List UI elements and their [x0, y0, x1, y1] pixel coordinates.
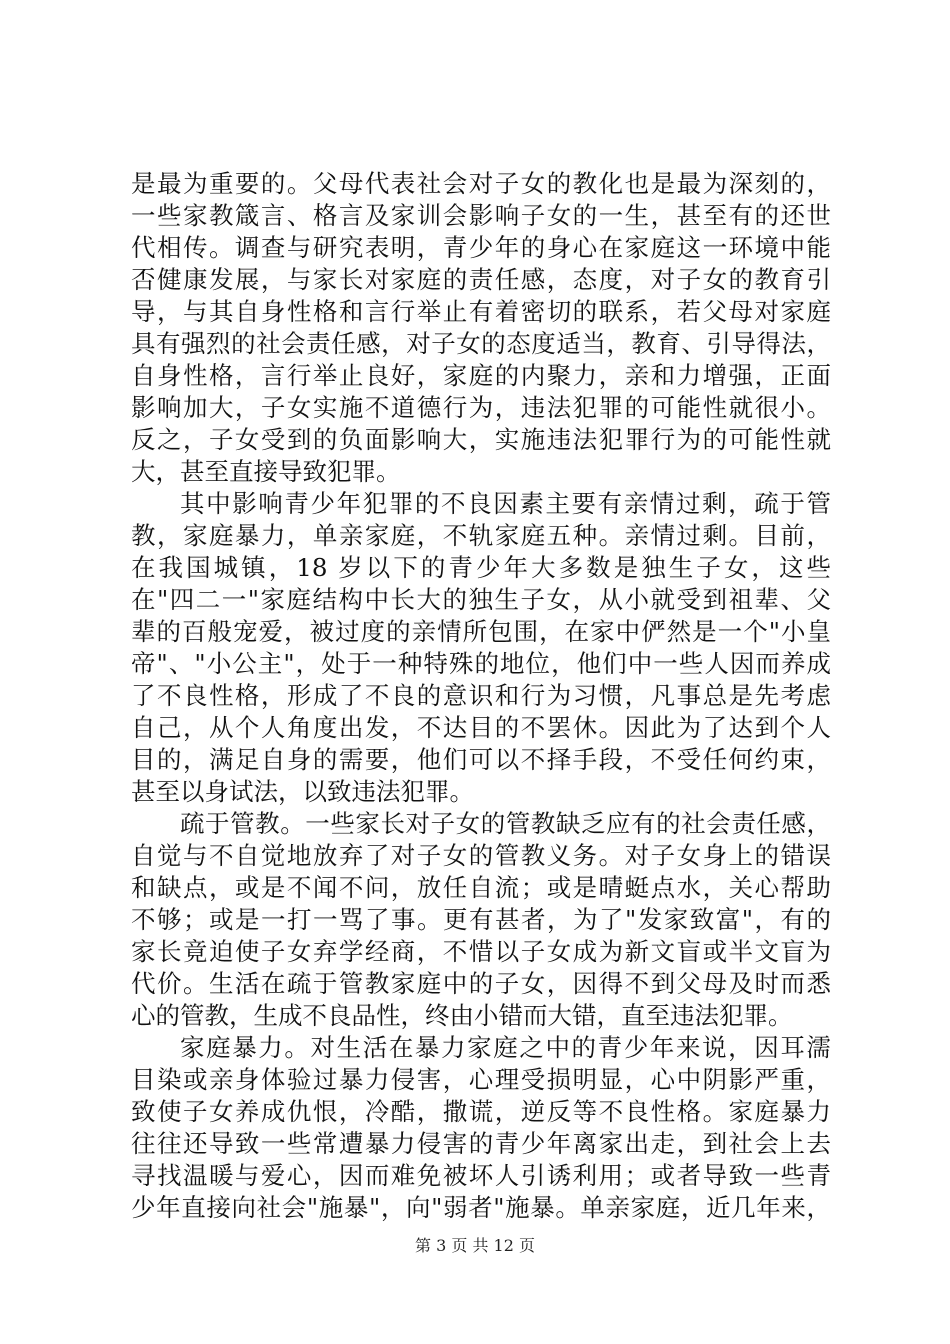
text-line: 致使子女养成仇恨，冷酷，撒谎，逆反等不良性格。家庭暴力	[131, 1097, 831, 1126]
text-line: 和缺点，或是不闻不问，放任自流；或是晴蜓点水，关心帮助	[131, 873, 831, 902]
text-line: 导，与其自身性格和言行举止有着密切的联系，若父母对家庭	[131, 297, 831, 326]
text-line: 目染或亲身体验过暴力侵害，心理受损明显，心中阴影严重，	[131, 1065, 831, 1094]
text-line: 寻找温暖与爱心，因而难免被坏人引诱利用；或者导致一些青	[131, 1161, 831, 1190]
text-line: 疏于管教。一些家长对子女的管教缺乏应有的社会责任感，	[180, 809, 831, 838]
text-line: 辈的百般宠爱，被过度的亲情所包围，在家中俨然是一个"小皇	[131, 617, 831, 646]
text-line: 教，家庭暴力，单亲家庭，不轨家庭五种。亲情过剩。目前，	[131, 521, 831, 550]
text-line: 是最为重要的。父母代表社会对子女的教化也是最为深刻的，	[131, 169, 831, 198]
text-line: 了不良性格，形成了不良的意识和行为习惯，凡事总是先考虑	[131, 681, 831, 710]
page-footer: 第 3 页 共 12 页	[415, 1236, 535, 1255]
text-line: 其中影响青少年犯罪的不良因素主要有亲情过剩，疏于管	[180, 489, 831, 518]
text-line: 在"四二一"家庭结构中长大的独生子女，从小就受到祖辈、父	[131, 585, 831, 614]
text-line: 一些家教箴言、格言及家训会影响子女的一生，甚至有的还世	[131, 201, 831, 230]
text-line: 自觉与不自觉地放弃了对子女的管教义务。对子女身上的错误	[131, 841, 831, 870]
text-line: 否健康发展，与家长对家庭的责任感，态度，对子女的教育引	[131, 265, 831, 294]
text-line: 反之，子女受到的负面影响大，实施违法犯罪行为的可能性就	[131, 425, 831, 454]
text-line: 自己，从个人角度出发，不达目的不罢休。因此为了达到个人	[131, 713, 831, 742]
text-line: 不够；或是一打一骂了事。更有甚者，为了"发家致富"，有的	[131, 905, 831, 934]
body-text	[131, 168, 831, 1224]
text-line: 目的，满足自身的需要，他们可以不择手段，不受任何约束，	[131, 745, 831, 774]
text-line: 往往还导致一些常遭暴力侵害的青少年离家出走，到社会上去	[131, 1129, 831, 1158]
text-line: 甚至以身试法，以致违法犯罪。	[131, 777, 474, 806]
text-line: 代相传。调查与研究表明，青少年的身心在家庭这一环境中能	[131, 233, 831, 262]
text-line: 家庭暴力。对生活在暴力家庭之中的青少年来说，因耳濡	[180, 1033, 831, 1062]
text-line: 少年直接向社会"施暴"，向"弱者"施暴。单亲家庭，近几年来，	[131, 1193, 831, 1222]
text-line: 影响加大，子女实施不道德行为，违法犯罪的可能性就很小。	[131, 393, 831, 422]
text-line: 大，甚至直接导致犯罪。	[131, 457, 401, 486]
paragraph	[131, 1032, 831, 1224]
text-line: 在我国城镇，18 岁以下的青少年大多数是独生子女，这些	[131, 553, 831, 582]
paragraph	[131, 808, 831, 1032]
text-line: 心的管教，生成不良品性，终由小错而大错，直至违法犯罪。	[131, 1001, 793, 1030]
text-line: 具有强烈的社会责任感，对子女的态度适当，教育、引导得法，	[131, 329, 831, 358]
paragraph	[131, 168, 831, 488]
text-line: 代价。生活在疏于管教家庭中的子女，因得不到父母及时而悉	[131, 969, 831, 998]
text-line: 自身性格，言行举止良好，家庭的内聚力，亲和力增强，正面	[131, 361, 831, 390]
paragraph	[131, 488, 831, 808]
text-line: 帝"、"小公主"，处于一种特殊的地位，他们中一些人因而养成	[131, 649, 831, 678]
text-line: 家长竟迫使子女弃学经商，不惜以子女成为新文盲或半文盲为	[131, 937, 831, 966]
